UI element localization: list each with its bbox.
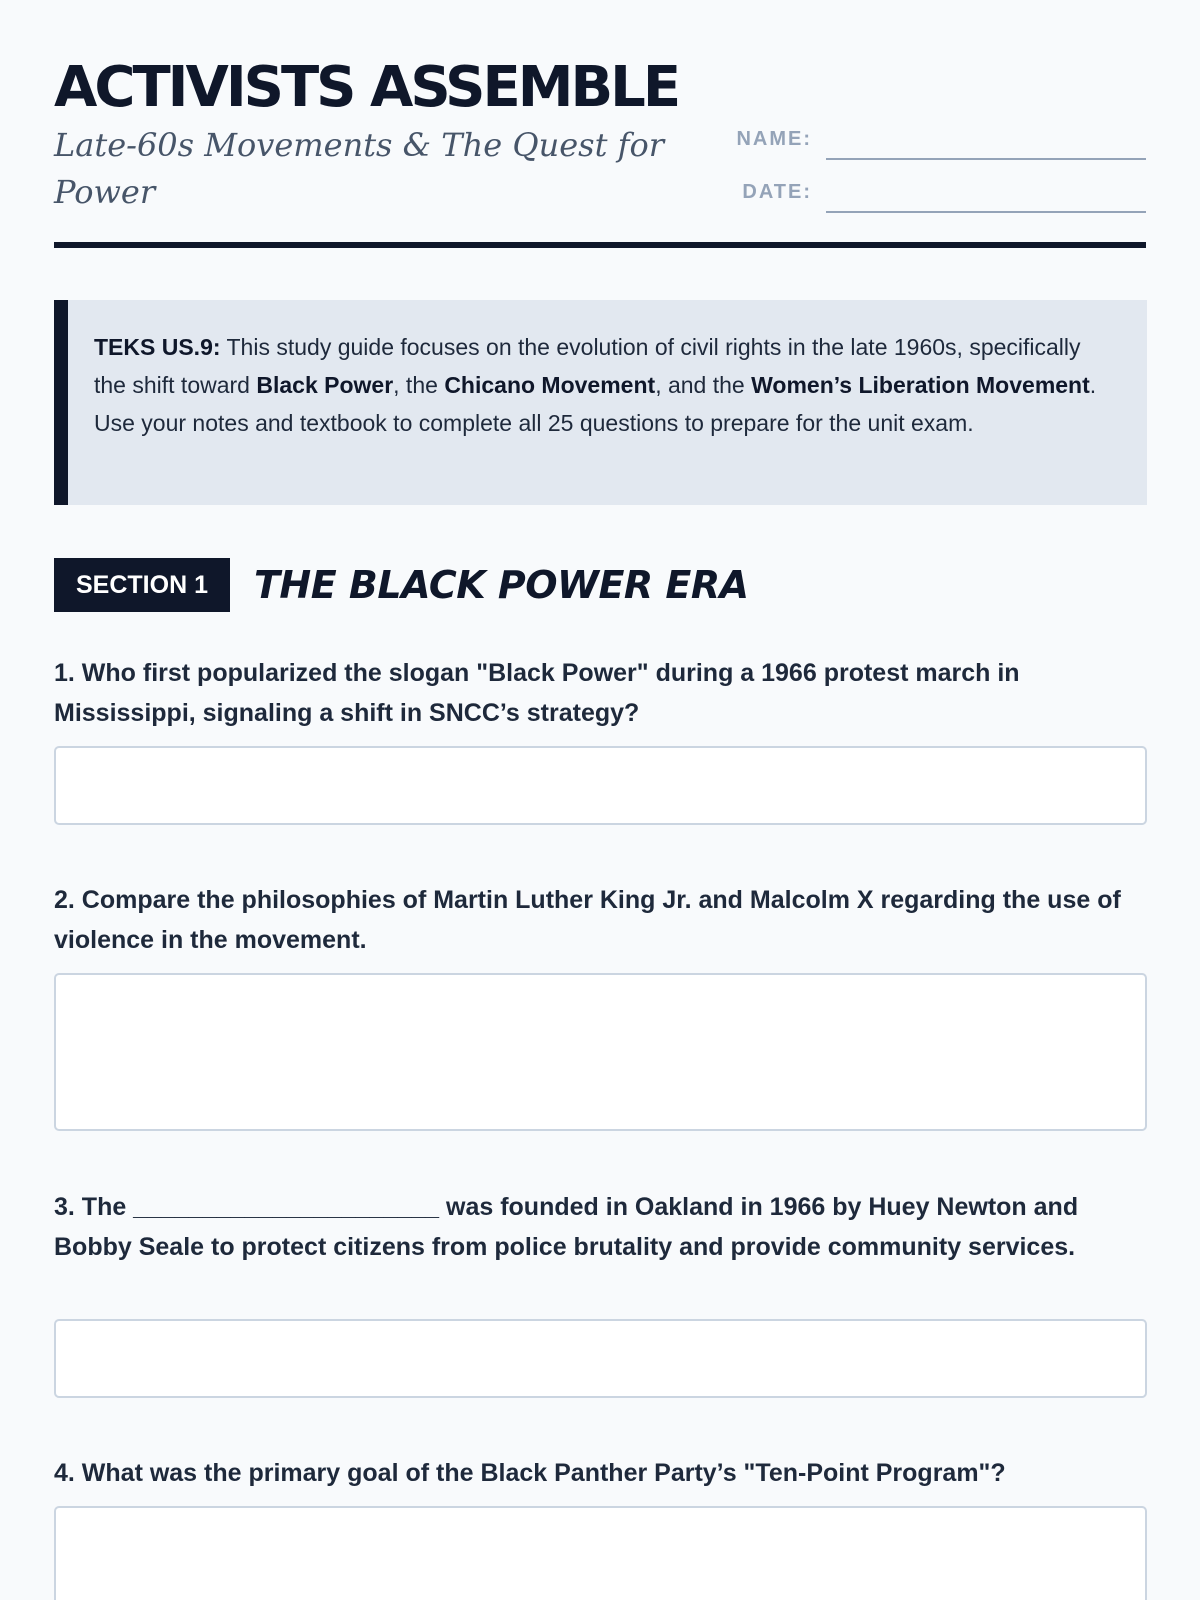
question-1: 1. Who first popularized the slogan "Black Power" during a 1966 protest march in Mississippi, signaling a shift in SNCC’s strategy? [54,659,1020,727]
answer-box-1[interactable] [54,746,1147,825]
question-3: 3. The ______________________ was founded in Oakland in 1966 by Huey Newton and Bobby Seale to protect citizens from police brutality and provide community services. [54,1193,1079,1261]
page-title: ACTIVISTS ASSEMBLE [54,55,679,120]
intro-text-2: , the [393,372,445,398]
intro-text-1: This study guide focuses on the evolution of civil rights in the late 1960s, specifically the shift toward [94,334,1081,398]
question-2: 2. Compare the philosophies of Martin Luther King Jr. and Malcolm X regarding the use of violence in the movement. [54,886,1121,954]
intro-bold-chicano: Chicano Movement [444,372,656,398]
answer-box-4[interactable] [54,1506,1147,1600]
section-title: THE BLACK POWER ERA [254,563,749,607]
date-label: DATE: [742,181,812,203]
question-4: 4. What was the primary goal of the Black Panther Party’s "Ten-Point Program"? [54,1459,1006,1487]
name-label: NAME: [736,128,812,150]
header [54,0,1146,248]
date-field-row [734,173,1146,213]
section-badge: SECTION 1 [54,558,230,612]
teks-label: TEKS US.9: [94,334,221,360]
intro-bold-womens-lib: Women’s Liberation Movement [751,372,1090,398]
intro-box [54,300,1147,505]
answer-box-3[interactable] [54,1319,1147,1398]
page-subtitle: Late-60s Movements & The Quest for Power [54,126,664,211]
intro-bold-black-power: Black Power [256,372,394,398]
name-field-row [734,120,1146,160]
date-field[interactable] [826,211,1146,213]
intro-text-4: . Use your notes and textbook to complete all 25 questions to prepare for the unit exam. [94,372,1097,436]
intro-text-3: , and the [655,372,752,398]
answer-box-2[interactable] [54,973,1147,1131]
name-field[interactable] [826,158,1146,160]
